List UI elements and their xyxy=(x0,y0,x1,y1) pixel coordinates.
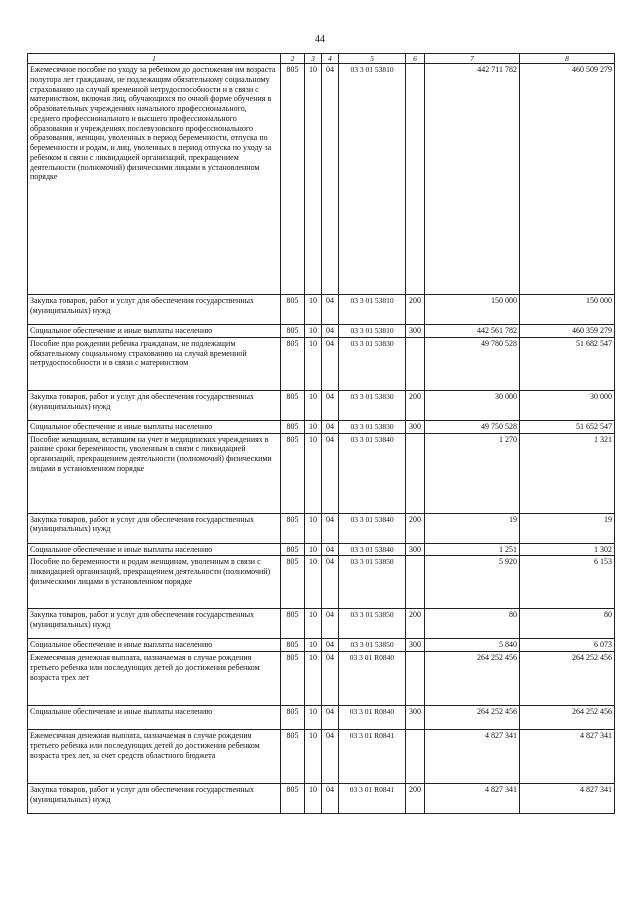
target-article-code: 03 3 01 53850 xyxy=(339,609,406,639)
expense-type-code: 300 xyxy=(406,639,425,652)
grbs-code: 805 xyxy=(281,513,305,543)
subsection-code: 04 xyxy=(322,295,339,325)
amount-year-1: 80 xyxy=(425,609,520,639)
target-article-code: 03 3 01 53850 xyxy=(339,639,406,652)
amount-year-2: 80 xyxy=(520,609,615,639)
target-article-code: 03 3 01 53840 xyxy=(339,433,406,513)
amount-year-1: 442 561 782 xyxy=(425,325,520,338)
target-article-code: 03 3 01 53840 xyxy=(339,513,406,543)
expense-type-code: 200 xyxy=(406,390,425,420)
column-number: 5 xyxy=(339,54,406,64)
table-row xyxy=(28,420,615,433)
subsection-code: 04 xyxy=(322,706,339,730)
grbs-code: 805 xyxy=(281,433,305,513)
expense-type-code: 200 xyxy=(406,784,425,814)
expense-type-code: 300 xyxy=(406,706,425,730)
grbs-code: 805 xyxy=(281,295,305,325)
amount-year-2: 4 827 341 xyxy=(520,784,615,814)
column-number: 6 xyxy=(406,54,425,64)
table-row xyxy=(28,513,615,543)
table-row xyxy=(28,706,615,730)
row-name: Закупка товаров, работ и услуг для обеспечения государственных (муниципальных) нужд xyxy=(28,513,281,543)
column-number-row xyxy=(28,54,615,64)
column-number: 8 xyxy=(520,54,615,64)
row-name: Ежемесячное пособие по уходу за ребенком до достижения им возраста полутора лет гражданам, не подлежащим обязательному социальному страхованию на случай временной нетрудоспособности и в связи с материнством, включая лиц, обучающихся по очной форме обучения в образовательных учреждениях начального профессионального, среднего профессионального и высшего профессионального образования и учреждениях послевузовского профессионального образования, женщин, уволенных в период беременности, отпуска по беременности и родам, и лиц, уволенных в период отпуска по уходу за ребенком в связи с ликвидацией организаций, прекращением деятельности (полномочий) физическими лицами в установленном порядке xyxy=(28,64,281,295)
amount-year-2: 1 302 xyxy=(520,543,615,556)
row-name: Социальное обеспечение и иные выплаты населению xyxy=(28,325,281,338)
row-name: Закупка товаров, работ и услуг для обеспечения государственных (муниципальных) нужд xyxy=(28,295,281,325)
table-row xyxy=(28,433,615,513)
expense-type-code: 300 xyxy=(406,325,425,338)
section-code: 10 xyxy=(305,609,322,639)
target-article-code: 03 3 01 53810 xyxy=(339,295,406,325)
section-code: 10 xyxy=(305,337,322,390)
section-code: 10 xyxy=(305,784,322,814)
target-article-code: 03 3 01 R0840 xyxy=(339,652,406,706)
row-name: Пособие по беременности и родам женщинам, уволенным в связи с ликвидацией организаций, прекращением деятельности (полномочий) физическими лицами в установленном порядке xyxy=(28,556,281,609)
section-code: 10 xyxy=(305,433,322,513)
table-row xyxy=(28,730,615,784)
target-article-code: 03 3 01 R0840 xyxy=(339,706,406,730)
grbs-code: 805 xyxy=(281,706,305,730)
table-row xyxy=(28,325,615,338)
grbs-code: 805 xyxy=(281,639,305,652)
subsection-code: 04 xyxy=(322,64,339,295)
amount-year-1: 4 827 341 xyxy=(425,730,520,784)
subsection-code: 04 xyxy=(322,325,339,338)
page-number: 44 xyxy=(315,34,325,45)
table-row xyxy=(28,543,615,556)
subsection-code: 04 xyxy=(322,390,339,420)
amount-year-2: 51 682 547 xyxy=(520,337,615,390)
subsection-code: 04 xyxy=(322,556,339,609)
table-row xyxy=(28,784,615,814)
budget-table xyxy=(27,53,615,814)
table-row xyxy=(28,609,615,639)
row-name: Пособие женщинам, вставшим на учет в медицинских учреждениях в ранние сроки беременности, уволенным в связи с ликвидацией организаций, прекращением деятельности (полномочий) физическими лицами в установленном порядке xyxy=(28,433,281,513)
amount-year-1: 1 251 xyxy=(425,543,520,556)
column-number: 2 xyxy=(281,54,305,64)
grbs-code: 805 xyxy=(281,64,305,295)
amount-year-2: 4 827 341 xyxy=(520,730,615,784)
column-number: 1 xyxy=(28,54,281,64)
expense-type-code xyxy=(406,556,425,609)
expense-type-code xyxy=(406,337,425,390)
table-row xyxy=(28,390,615,420)
grbs-code: 805 xyxy=(281,420,305,433)
expense-type-code: 200 xyxy=(406,295,425,325)
subsection-code: 04 xyxy=(322,337,339,390)
table-row xyxy=(28,556,615,609)
section-code: 10 xyxy=(305,295,322,325)
expense-type-code: 300 xyxy=(406,420,425,433)
table-row xyxy=(28,64,615,295)
section-code: 10 xyxy=(305,652,322,706)
amount-year-1: 5 920 xyxy=(425,556,520,609)
row-name: Закупка товаров, работ и услуг для обеспечения государственных (муниципальных) нужд xyxy=(28,609,281,639)
section-code: 10 xyxy=(305,420,322,433)
section-code: 10 xyxy=(305,556,322,609)
amount-year-2: 51 652 547 xyxy=(520,420,615,433)
column-number: 3 xyxy=(305,54,322,64)
row-name: Закупка товаров, работ и услуг для обеспечения государственных (муниципальных) нужд xyxy=(28,784,281,814)
amount-year-2: 460 509 279 xyxy=(520,64,615,295)
section-code: 10 xyxy=(305,706,322,730)
grbs-code: 805 xyxy=(281,652,305,706)
subsection-code: 04 xyxy=(322,420,339,433)
subsection-code: 04 xyxy=(322,639,339,652)
amount-year-2: 264 252 456 xyxy=(520,652,615,706)
amount-year-2: 264 252 456 xyxy=(520,706,615,730)
grbs-code: 805 xyxy=(281,730,305,784)
expense-type-code xyxy=(406,64,425,295)
expense-type-code: 200 xyxy=(406,513,425,543)
table-row xyxy=(28,639,615,652)
amount-year-2: 30 000 xyxy=(520,390,615,420)
table-row xyxy=(28,652,615,706)
column-number: 4 xyxy=(322,54,339,64)
grbs-code: 805 xyxy=(281,543,305,556)
amount-year-1: 264 252 456 xyxy=(425,706,520,730)
target-article-code: 03 3 01 R0841 xyxy=(339,730,406,784)
amount-year-1: 264 252 456 xyxy=(425,652,520,706)
amount-year-2: 6 073 xyxy=(520,639,615,652)
amount-year-2: 6 153 xyxy=(520,556,615,609)
table-row xyxy=(28,295,615,325)
amount-year-2: 1 321 xyxy=(520,433,615,513)
target-article-code: 03 3 01 53810 xyxy=(339,64,406,295)
column-number: 7 xyxy=(425,54,520,64)
row-name: Социальное обеспечение и иные выплаты населению xyxy=(28,706,281,730)
grbs-code: 805 xyxy=(281,390,305,420)
amount-year-2: 19 xyxy=(520,513,615,543)
section-code: 10 xyxy=(305,390,322,420)
section-code: 10 xyxy=(305,513,322,543)
target-article-code: 03 3 01 53810 xyxy=(339,325,406,338)
row-name: Ежемесячная денежная выплата, назначаемая в случае рождения третьего ребенка или последующих детей до достижения ребенком возраста трех лет xyxy=(28,652,281,706)
target-article-code: 03 3 01 53830 xyxy=(339,390,406,420)
grbs-code: 805 xyxy=(281,325,305,338)
amount-year-1: 19 xyxy=(425,513,520,543)
section-code: 10 xyxy=(305,543,322,556)
target-article-code: 03 3 01 53840 xyxy=(339,543,406,556)
expense-type-code: 300 xyxy=(406,543,425,556)
expense-type-code: 200 xyxy=(406,609,425,639)
amount-year-2: 150 000 xyxy=(520,295,615,325)
amount-year-1: 1 270 xyxy=(425,433,520,513)
grbs-code: 805 xyxy=(281,337,305,390)
section-code: 10 xyxy=(305,639,322,652)
target-article-code: 03 3 01 53830 xyxy=(339,337,406,390)
row-name: Социальное обеспечение и иные выплаты населению xyxy=(28,639,281,652)
expense-type-code xyxy=(406,433,425,513)
grbs-code: 805 xyxy=(281,556,305,609)
amount-year-1: 30 000 xyxy=(425,390,520,420)
table-row xyxy=(28,337,615,390)
expense-type-code xyxy=(406,730,425,784)
target-article-code: 03 3 01 R0841 xyxy=(339,784,406,814)
row-name: Ежемесячная денежная выплата, назначаемая в случае рождения третьего ребенка или последующих детей до достижения ребенком возраста трех лет, за счет средств областного бюджета xyxy=(28,730,281,784)
subsection-code: 04 xyxy=(322,513,339,543)
grbs-code: 805 xyxy=(281,784,305,814)
subsection-code: 04 xyxy=(322,543,339,556)
amount-year-1: 150 000 xyxy=(425,295,520,325)
row-name: Социальное обеспечение и иные выплаты населению xyxy=(28,420,281,433)
amount-year-2: 460 359 279 xyxy=(520,325,615,338)
subsection-code: 04 xyxy=(322,609,339,639)
subsection-code: 04 xyxy=(322,784,339,814)
row-name: Социальное обеспечение и иные выплаты населению xyxy=(28,543,281,556)
subsection-code: 04 xyxy=(322,730,339,784)
expense-type-code xyxy=(406,652,425,706)
section-code: 10 xyxy=(305,325,322,338)
row-name: Пособие при рождении ребенка гражданам, не подлежащим обязательному социальному страхованию на случай временной нетрудоспособности и в связи с материнством xyxy=(28,337,281,390)
amount-year-1: 49 750 528 xyxy=(425,420,520,433)
target-article-code: 03 3 01 53830 xyxy=(339,420,406,433)
subsection-code: 04 xyxy=(322,433,339,513)
amount-year-1: 442 711 782 xyxy=(425,64,520,295)
amount-year-1: 49 780 528 xyxy=(425,337,520,390)
target-article-code: 03 3 01 53850 xyxy=(339,556,406,609)
subsection-code: 04 xyxy=(322,652,339,706)
amount-year-1: 4 827 341 xyxy=(425,784,520,814)
section-code: 10 xyxy=(305,730,322,784)
row-name: Закупка товаров, работ и услуг для обеспечения государственных (муниципальных) нужд xyxy=(28,390,281,420)
grbs-code: 805 xyxy=(281,609,305,639)
amount-year-1: 5 840 xyxy=(425,639,520,652)
section-code: 10 xyxy=(305,64,322,295)
